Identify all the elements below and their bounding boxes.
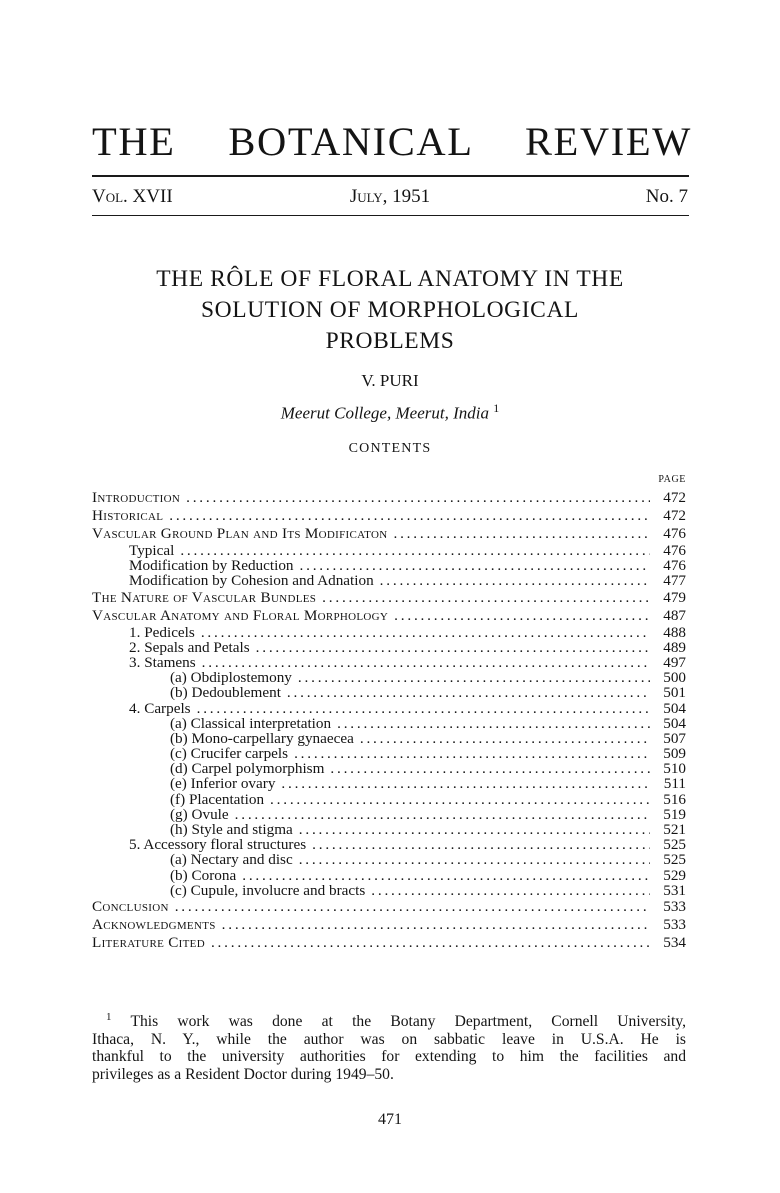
toc-entry-page: 529 (663, 867, 686, 883)
toc-entry-page: 534 (663, 933, 686, 951)
toc-entry-page: 507 (663, 730, 686, 747)
article-title-line: PROBLEMS (325, 328, 455, 354)
toc-entry-label: The Nature of Vascular Bundles (92, 588, 317, 606)
footnote-line (92, 1009, 686, 1031)
toc-leader-dots (201, 625, 650, 640)
toc-leader-dots (371, 883, 650, 898)
toc-leader-dots (300, 558, 650, 573)
article-title (90, 264, 690, 357)
toc-entry-page: 504 (663, 700, 686, 716)
toc-entry (92, 852, 686, 867)
toc-entry-label: 4. Carpels (129, 700, 191, 716)
toc-entry-label: (b) Corona (170, 867, 237, 883)
toc-entry-label: (a) Nectary and disc (170, 852, 293, 868)
toc-leader-dots (380, 573, 650, 588)
toc-leader-dots (281, 776, 650, 791)
footnote-line: thankful to the university authorities for extending to him the facilities and (92, 1048, 686, 1066)
toc-entry-page: 476 (663, 558, 686, 574)
toc-entry (92, 837, 686, 852)
toc-entry-label: Introduction (92, 489, 181, 506)
toc-entry (92, 489, 686, 507)
issue-number-text: No. 7 (645, 186, 688, 207)
toc-entry (92, 543, 686, 558)
footnote-ref-mark: 1 (493, 401, 500, 415)
toc-entry (92, 934, 686, 952)
toc-entry (92, 507, 686, 525)
toc-entry (92, 792, 686, 807)
toc-leader-dots (180, 543, 650, 558)
header-rule-top (92, 175, 689, 177)
toc-entry (92, 776, 686, 791)
table-of-contents (92, 489, 686, 952)
toc-entry-label: 3. Stamens (129, 654, 196, 671)
toc-entry (92, 670, 686, 685)
toc-entry-page: 509 (663, 746, 686, 762)
toc-entry-page: 521 (663, 822, 686, 838)
affiliation-text: Meerut College, Meerut, India (280, 403, 489, 423)
footnote-line-text: This work was done at the Botany Department, Cornell University, (130, 1013, 687, 1031)
toc-entry (92, 525, 686, 543)
toc-leader-dots (197, 701, 650, 716)
header-rule-bottom (92, 215, 689, 216)
toc-entry-label: (a) Obdiplostemony (170, 670, 292, 686)
toc-entry-label: (c) Crucifer carpels (170, 746, 289, 762)
toc-entry (92, 573, 686, 588)
toc-leader-dots (235, 807, 650, 822)
toc-leader-dots (294, 746, 650, 761)
toc-entry-label: Historical (92, 507, 164, 524)
toc-leader-dots (211, 934, 650, 952)
toc-entry-label: Acknowledgments (92, 915, 216, 933)
toc-entry-page: 525 (663, 837, 686, 853)
article-title-line: SOLUTION OF MORPHOLOGICAL (201, 297, 579, 323)
toc-leader-dots (394, 607, 650, 625)
toc-entry-page: 501 (663, 685, 686, 701)
toc-entry-label: 1. Pedicels (129, 624, 195, 640)
toc-entry-label: (e) Inferior ovary (170, 776, 276, 792)
toc-entry-page: 519 (663, 806, 686, 822)
toc-entry-label: (f) Placentation (170, 791, 265, 807)
page-column-label: PAGE (658, 474, 686, 485)
contents-heading: CONTENTS (348, 441, 432, 456)
article-title-line: THE RÔLE OF FLORAL ANATOMY IN THE (156, 266, 624, 292)
toc-leader-dots (287, 685, 650, 700)
toc-leader-dots (270, 792, 650, 807)
toc-entry-page: 479 (663, 588, 686, 606)
toc-leader-dots (175, 898, 650, 916)
toc-entry-label: (b) Mono-carpellary gynaecea (170, 730, 354, 747)
toc-entry (92, 761, 686, 776)
toc-entry-label: 5. Accessory floral structures (129, 837, 307, 853)
toc-entry-label: Vascular Anatomy and Floral Morphology (92, 606, 389, 624)
toc-entry (92, 685, 686, 700)
toc-entry-label: Modification by Reduction (129, 558, 294, 574)
toc-entry-page: 476 (663, 525, 686, 542)
toc-leader-dots (298, 670, 650, 685)
footnote-line: Ithaca, N. Y., while the author was on sabbatic leave in U.S.A. He is (92, 1030, 686, 1048)
toc-entry (92, 716, 686, 731)
toc-entry (92, 731, 686, 746)
journal-title: THE BOTANICAL REVIEW (92, 119, 692, 164)
toc-entry-label: (a) Classical interpretation (170, 715, 332, 731)
toc-entry-page: 510 (663, 761, 686, 777)
toc-entry (92, 625, 686, 640)
volume-text: Vol. XVII (92, 186, 173, 207)
toc-entry-page: 472 (663, 489, 686, 506)
toc-entry (92, 807, 686, 822)
toc-leader-dots (202, 655, 650, 670)
toc-leader-dots (322, 589, 650, 607)
toc-entry-label: Vascular Ground Plan and Its Modificaton (92, 525, 388, 542)
toc-entry-page: 488 (663, 624, 686, 640)
toc-entry (92, 898, 686, 916)
toc-leader-dots (256, 640, 650, 655)
toc-entry-label: (g) Ovule (170, 806, 229, 822)
toc-entry (92, 916, 686, 934)
toc-entry (92, 607, 686, 625)
toc-entry-page: 511 (663, 776, 686, 792)
footnote (92, 1009, 686, 1083)
toc-leader-dots (393, 525, 650, 543)
toc-entry-page: 525 (663, 852, 686, 868)
toc-entry (92, 655, 686, 670)
toc-entry-label: Typical (129, 543, 175, 559)
issue-date-text: July, 1951 (349, 186, 431, 207)
toc-entry-page: 533 (663, 915, 686, 933)
author-name: V. PURI (361, 371, 419, 390)
toc-entry-label: (h) Style and stigma (170, 822, 293, 838)
toc-entry-page: 504 (663, 715, 686, 731)
toc-entry (92, 868, 686, 883)
issue-number (486, 184, 688, 210)
toc-entry-label: (d) Carpel polymorphism (170, 761, 325, 777)
toc-entry-page: 500 (663, 670, 686, 686)
toc-leader-dots (222, 916, 650, 934)
toc-entry-page: 472 (663, 507, 686, 524)
toc-leader-dots (169, 507, 650, 525)
toc-entry-label: (b) Dedoublement (170, 685, 281, 701)
toc-entry (92, 640, 686, 655)
toc-entry-label: 2. Sepals and Petals (129, 639, 250, 655)
toc-entry-page: 516 (663, 791, 686, 807)
toc-entry-label: Modification by Cohesion and Adnation (129, 573, 374, 589)
toc-entry-page: 497 (663, 654, 686, 671)
toc-entry (92, 558, 686, 573)
page-number: 471 (378, 1111, 402, 1128)
toc-leader-dots (299, 822, 650, 837)
toc-entry-label: (c) Cupule, involucre and bracts (170, 882, 366, 898)
toc-entry-page: 489 (663, 639, 686, 655)
toc-leader-dots (186, 489, 650, 507)
toc-entry (92, 822, 686, 837)
toc-entry (92, 883, 686, 898)
toc-entry-page: 531 (663, 882, 686, 898)
toc-leader-dots (242, 868, 650, 883)
footnote-mark: 1 (106, 1011, 112, 1023)
toc-entry-page: 487 (663, 606, 686, 624)
toc-leader-dots (312, 837, 650, 852)
toc-entry (92, 701, 686, 716)
author-affiliation (90, 397, 690, 425)
toc-leader-dots (337, 716, 650, 731)
toc-leader-dots (299, 852, 650, 867)
toc-entry-label: Literature Cited (92, 933, 205, 951)
toc-leader-dots (330, 761, 650, 776)
toc-entry (92, 589, 686, 607)
toc-entry-label: Conclusion (92, 897, 169, 915)
toc-leader-dots (360, 731, 650, 746)
toc-entry (92, 746, 686, 761)
footnote-line: privileges as a Resident Doctor during 1949–50. (92, 1065, 394, 1083)
toc-entry-page: 533 (663, 897, 686, 915)
toc-entry-page: 477 (663, 573, 686, 589)
toc-entry-page: 476 (663, 543, 686, 559)
